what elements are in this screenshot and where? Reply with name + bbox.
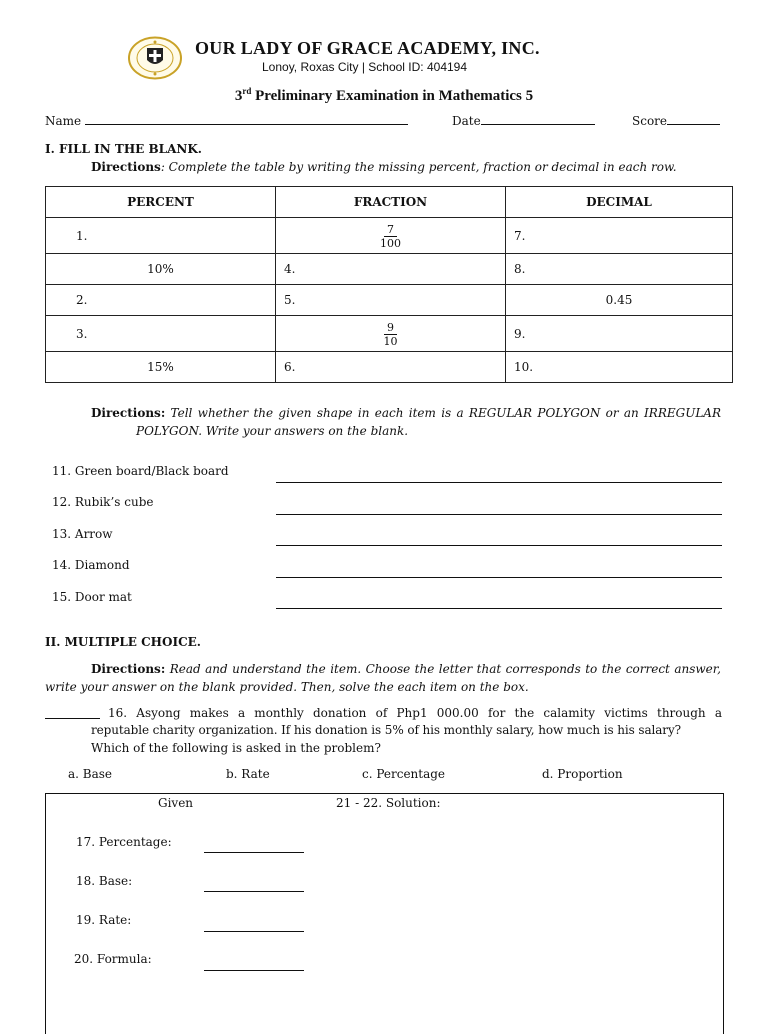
given-blank-17[interactable]: [204, 852, 304, 853]
choice-b[interactable]: b. Rate: [226, 767, 270, 781]
fraction-numerator: 9: [384, 321, 397, 335]
directions-text: write your answer on the blank provided. Then, solve the each item on the box.: [45, 680, 529, 694]
name-label: Name: [45, 114, 82, 128]
score-label: Score: [632, 114, 668, 128]
cell-fraction: 5.: [276, 285, 506, 316]
question-16-line2: reputable charity organization. If his donation is 5% of his monthly salary, how much is his salary?: [91, 723, 681, 737]
exam-title-ordinal: 3: [234, 88, 243, 104]
answer-blank-11[interactable]: [276, 482, 722, 483]
answer-blank-13[interactable]: [276, 545, 722, 546]
school-address: Lonoy, Roxas City | School ID: 404194: [262, 60, 468, 74]
table-row: [46, 352, 733, 383]
cell-decimal: 9.: [506, 316, 733, 352]
name-blank[interactable]: [85, 113, 408, 125]
table-row: [46, 285, 733, 316]
cell-percent: 1.: [46, 218, 276, 254]
given-blank-20[interactable]: [204, 970, 304, 971]
solution-label: 21 - 22. Solution:: [336, 796, 441, 810]
given-blank-19[interactable]: [204, 931, 304, 932]
name-field: [45, 113, 408, 128]
question-16-line3: Which of the following is asked in the problem?: [91, 741, 381, 755]
exam-title-rest: Preliminary Examination in Mathematics 5: [251, 88, 534, 104]
directions-text: : Complete the table by writing the missing percent, fraction or decimal in each row.: [160, 160, 677, 174]
header-decimal: DECIMAL: [506, 187, 733, 218]
given-blank-18[interactable]: [204, 891, 304, 892]
directions-text: Tell whether the given shape in each item is a REGULAR POLYGON or an IRREGULAR: [170, 406, 721, 420]
cell-percent: 15%: [46, 352, 276, 383]
cell-decimal: 7.: [506, 218, 733, 254]
mc-directions-line1: [91, 662, 721, 676]
header-fraction: FRACTION: [276, 187, 506, 218]
cell-fraction: 6.: [276, 352, 506, 383]
cell-percent: 2.: [46, 285, 276, 316]
cell-fraction: 4.: [276, 254, 506, 285]
section1-directions: [91, 160, 677, 174]
school-name: OUR LADY OF GRACE ACADEMY, INC.: [195, 38, 540, 58]
question-16-line1: 16. Asyong makes a monthly donation of Php1 000.00 for the calamity victims through a: [108, 706, 722, 720]
section1-heading: I. FILL IN THE BLANK.: [45, 142, 202, 156]
directions-text: POLYGON. Write your answers on the blank.: [136, 424, 409, 438]
table-header-row: [46, 187, 733, 218]
list-item: 12. Rubik’s cube: [52, 495, 154, 509]
cell-decimal: 0.45: [506, 285, 733, 316]
date-blank[interactable]: [481, 113, 595, 125]
choice-c[interactable]: c. Percentage: [362, 767, 446, 781]
exam-title-sup: rd: [242, 86, 252, 96]
date-label: Date: [452, 114, 481, 128]
score-field: [632, 113, 720, 128]
given-item-formula: 20. Formula:: [74, 952, 152, 966]
cell-percent: 10%: [46, 254, 276, 285]
answer-blank-14[interactable]: [276, 577, 722, 578]
table-row: [46, 316, 733, 352]
fraction-denominator: 10: [383, 334, 398, 348]
choice-a[interactable]: a. Base: [68, 767, 113, 781]
choice-d[interactable]: d. Proportion: [542, 767, 623, 781]
list-item: 11. Green board/Black board: [52, 464, 229, 478]
directions-label: Directions: [91, 160, 161, 174]
given-item-rate: 19. Rate:: [76, 913, 132, 927]
mc-directions-line2: [45, 680, 529, 694]
cell-fraction: [276, 218, 506, 254]
header-percent: PERCENT: [46, 187, 276, 218]
given-label: Given: [158, 796, 194, 810]
table-row: [46, 254, 733, 285]
fill-blank-table: [45, 186, 733, 383]
fraction-7-100: [380, 223, 401, 250]
section2-heading: II. MULTIPLE CHOICE.: [45, 635, 201, 649]
score-blank[interactable]: [667, 113, 720, 125]
fraction-9-10: [384, 321, 398, 348]
cell-decimal: 10.: [506, 352, 733, 383]
cell-decimal: 8.: [506, 254, 733, 285]
table-row: [46, 218, 733, 254]
polygon-directions-line1: [91, 406, 721, 420]
fraction-denominator: 100: [380, 236, 401, 250]
solution-box: [45, 793, 724, 1034]
directions-label: Directions:: [91, 662, 166, 676]
list-item: 14. Diamond: [52, 558, 130, 572]
list-item: 13. Arrow: [52, 527, 113, 541]
polygon-directions-line2: [136, 424, 408, 438]
list-item: 15. Door mat: [52, 590, 132, 604]
answer-blank-15[interactable]: [276, 608, 722, 609]
fraction-numerator: 7: [384, 223, 397, 237]
date-field: [452, 113, 595, 128]
exam-title: [0, 86, 768, 105]
answer-blank-12[interactable]: [276, 514, 722, 515]
directions-text: Read and understand the item. Choose the letter that corresponds to the correct answer,: [169, 662, 721, 676]
given-item-base: 18. Base:: [76, 874, 133, 888]
cell-percent: 3.: [46, 316, 276, 352]
cell-fraction: [276, 316, 506, 352]
school-seal-logo: [127, 36, 183, 80]
directions-label: Directions:: [91, 406, 166, 420]
answer-blank-16[interactable]: [45, 718, 100, 719]
given-item-percentage: 17. Percentage:: [76, 835, 172, 849]
